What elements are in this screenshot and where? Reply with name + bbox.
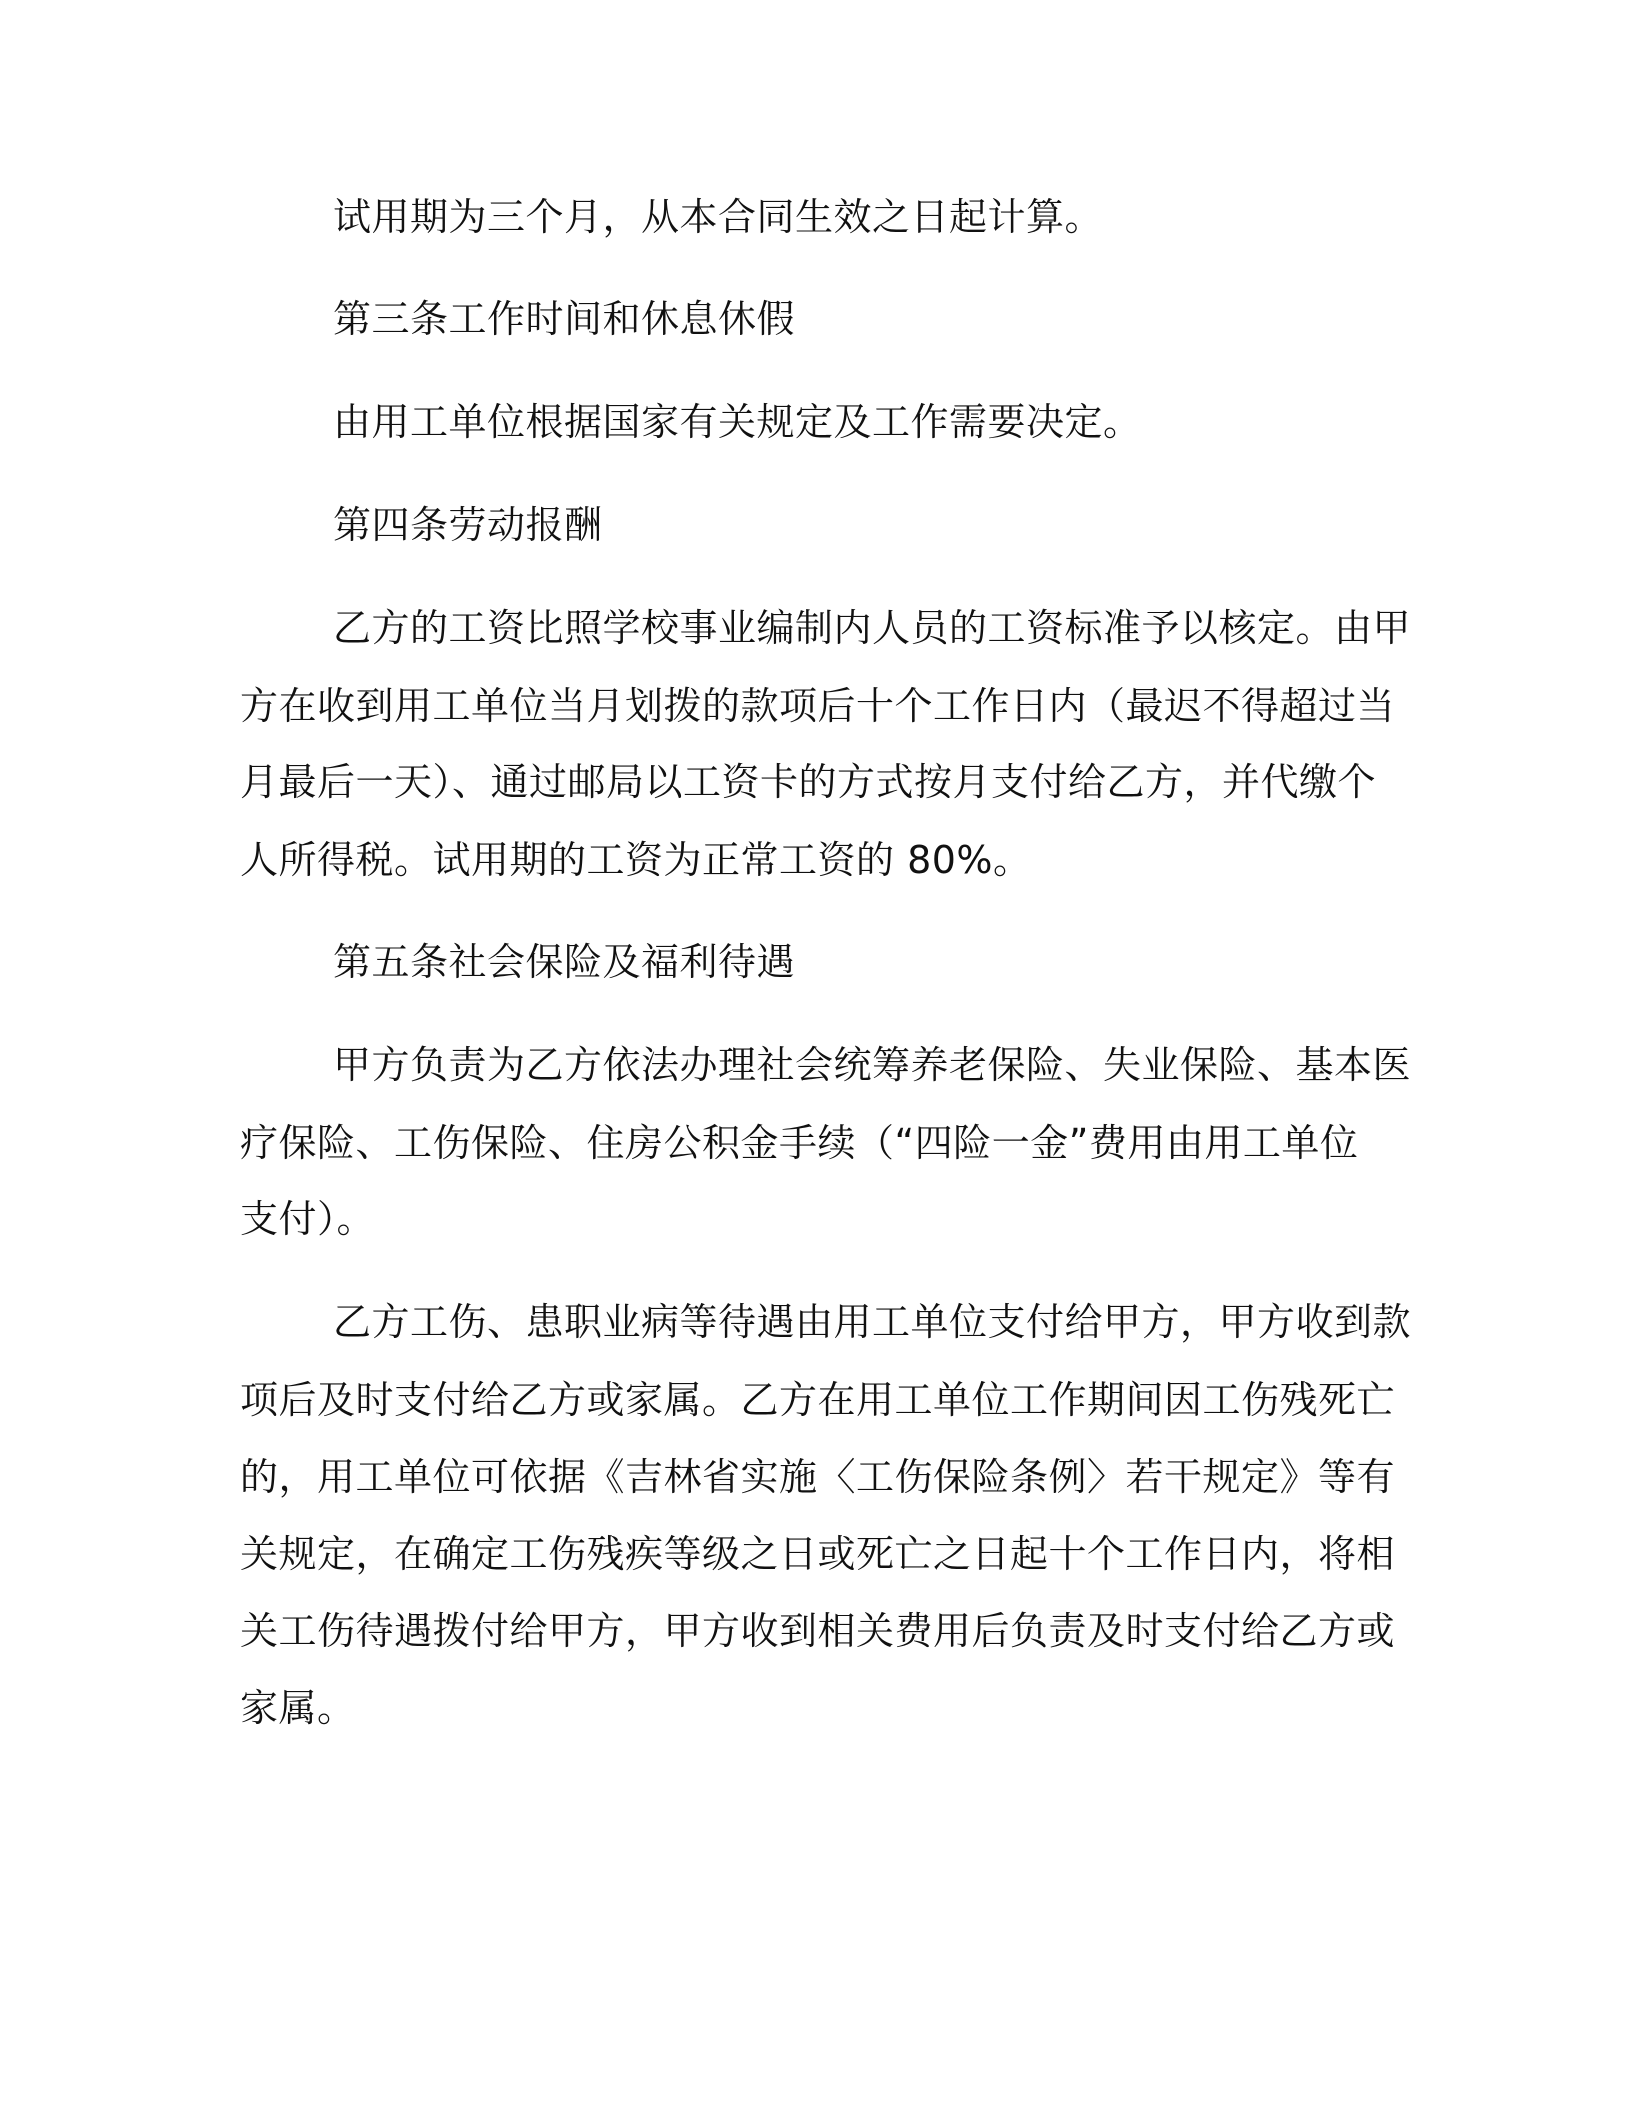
paragraph-line: 疗保险、工伤保险、住房公积金手续（“四险一金”费用由用工单位 bbox=[240, 1121, 1359, 1165]
paragraph-line: 人所得税。试用期的工资为正常工资的 80%。 bbox=[240, 838, 1032, 882]
paragraph-line: 试用期为三个月，从本合同生效之日起计算。 bbox=[333, 195, 1104, 239]
paragraph-line: 由用工单位根据国家有关规定及工作需要决定。 bbox=[333, 400, 1142, 444]
paragraph-line: 关规定，在确定工伤残疾等级之日或死亡之日起十个工作日内，将相 bbox=[240, 1532, 1396, 1576]
paragraph-line: 关工伤待遇拨付给甲方，甲方收到相关费用后负责及时支付给乙方或 bbox=[240, 1609, 1396, 1653]
section-heading: 第四条劳动报酬 bbox=[333, 503, 603, 547]
paragraph-line: 甲方负责为乙方依法办理社会统筹养老保险、失业保险、基本医 bbox=[333, 1043, 1412, 1087]
paragraph-line: 乙方工伤、患职业病等待遇由用工单位支付给甲方，甲方收到款 bbox=[333, 1300, 1412, 1344]
section-heading: 第三条工作时间和休息休假 bbox=[333, 297, 796, 341]
section-heading: 第五条社会保险及福利待遇 bbox=[333, 940, 796, 984]
paragraph-line: 的，用工单位可依据《吉林省实施〈工伤保险条例〉若干规定》等有 bbox=[240, 1455, 1396, 1499]
paragraph-line: 家属。 bbox=[240, 1686, 356, 1730]
paragraph-line: 项后及时支付给乙方或家属。乙方在用工单位工作期间因工伤残死亡 bbox=[240, 1378, 1396, 1422]
paragraph-line: 方在收到用工单位当月划拨的款项后十个工作日内（最迟不得超过当 bbox=[240, 684, 1396, 728]
paragraph-line: 月最后一天）、通过邮局以工资卡的方式按月支付给乙方，并代缴个 bbox=[240, 760, 1377, 804]
paragraph-line: 乙方的工资比照学校事业编制内人员的工资标准予以核定。由甲 bbox=[333, 606, 1412, 650]
paragraph-line: 支付）。 bbox=[240, 1197, 376, 1241]
